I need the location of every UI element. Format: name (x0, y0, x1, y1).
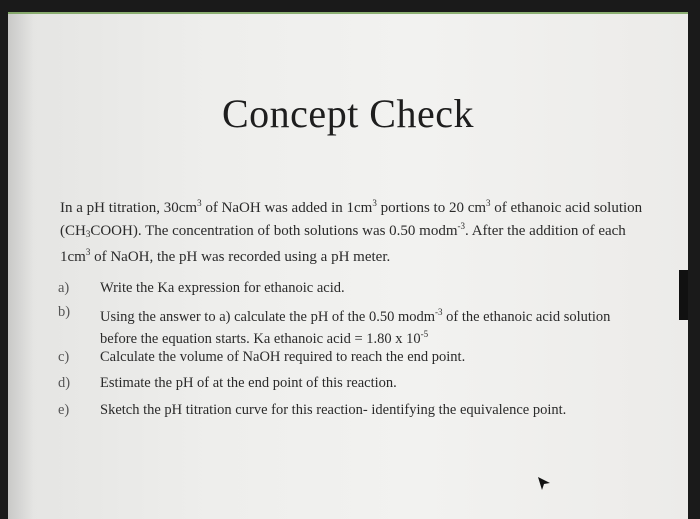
page-title: Concept Check (222, 91, 474, 136)
question-marker: b) (58, 304, 71, 320)
arrow-cursor-icon (535, 474, 553, 492)
question-marker: c) (58, 349, 70, 365)
question-marker: e) (58, 402, 70, 418)
question-text: Estimate the pH of at the end point of this reaction. (100, 375, 397, 391)
right-edge-bar (679, 270, 688, 320)
question-text: Sketch the pH titration curve for this reaction- identifying the equivalence point. (100, 402, 567, 418)
left-shadow (8, 12, 34, 519)
question-text: Using the answer to a) calculate the pH of the 0.50 modm$^{-3}$ of the ethanoic acid solution before the equation starts. Ka ethanoic acid = 1.80 x $10^{-5}$ (100, 307, 611, 347)
question-text: Write the Ka expression for ethanoic acid. (100, 280, 345, 296)
question-marker: a) (58, 280, 70, 296)
question-text: Calculate the volume of NaOH required to reach the end point. (100, 349, 466, 365)
top-rule (8, 12, 688, 14)
intro-paragraph: In a pH titration, $30cm^3$ of NaOH was added in $1cm^3$ portions to 20 $cm^3$ of ethanoic acid solution $(CH_3COOH)$. The concentration of both solutions was 0.50 modm$^{-3}$. After the addition of each $1cm^3$ of NaOH, the pH was recorded using a pH meter. (60, 198, 643, 265)
question-marker: d) (58, 375, 71, 391)
slide (8, 12, 688, 519)
